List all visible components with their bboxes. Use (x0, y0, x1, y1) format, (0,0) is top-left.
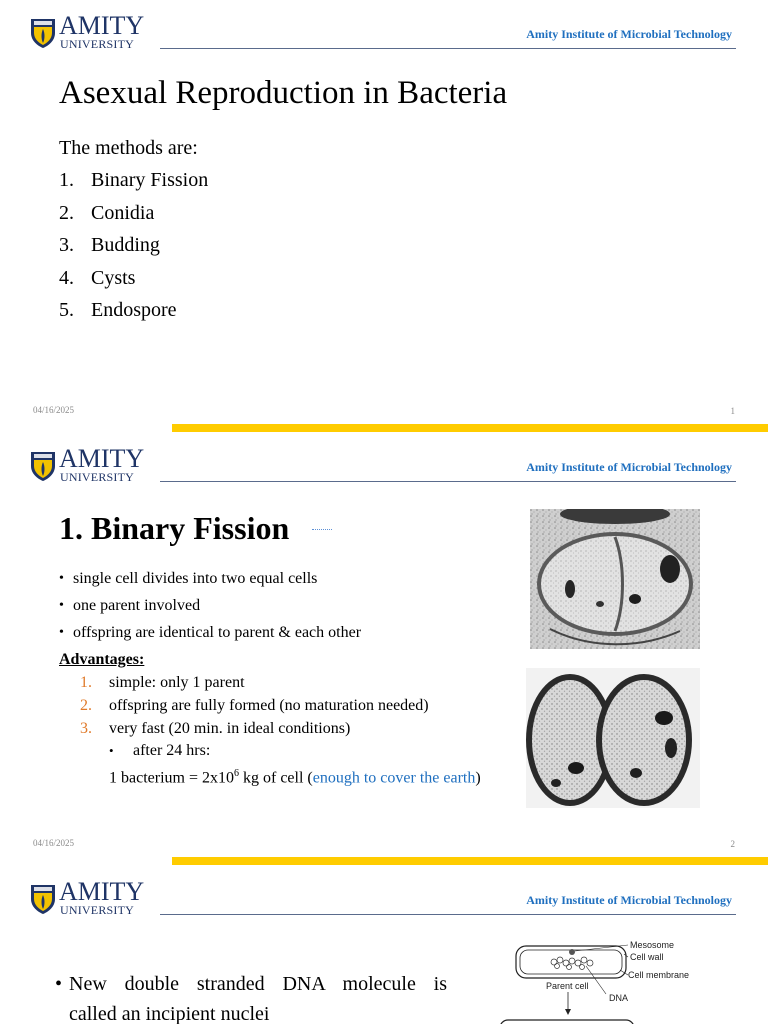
bullet-list (59, 569, 361, 650)
footer-accent-bar (172, 424, 768, 432)
logo-title: AMITY (59, 11, 145, 40)
list-number: 2. (80, 697, 92, 714)
label-mesosome: Mesosome (630, 940, 675, 950)
list-item (80, 719, 429, 742)
list-number: 3. (59, 234, 74, 256)
logo-subtitle: UNIVERSITY (60, 903, 134, 917)
slide-2 (0, 433, 768, 866)
cell-division-diagram (496, 936, 706, 1024)
label-cell-wall: Cell wall (630, 952, 664, 962)
list-item (59, 233, 208, 266)
list-label: very fast (20 min. in ideal conditions) (109, 720, 351, 737)
bullet-line-2: called an incipient nuclei (69, 1003, 270, 1024)
arrow-head-icon (565, 1009, 571, 1015)
institute-name: Amity Institute of Microbial Technology (526, 893, 732, 907)
logo-subtitle: UNIVERSITY (60, 37, 134, 51)
bullet-icon: • (59, 571, 64, 586)
dna-cluster (551, 957, 593, 970)
list-item (59, 168, 208, 201)
slide-title: Asexual Reproduction in Bacteria (59, 75, 508, 111)
amity-logo (30, 877, 145, 917)
institute-name: Amity Institute of Microbial Technology (526, 460, 732, 474)
advantages-list (80, 673, 429, 742)
growth-formula (109, 764, 481, 788)
micrograph-image (526, 668, 700, 808)
sub-bullet-text: after 24 hrs: (133, 742, 211, 759)
logo-title: AMITY (59, 444, 145, 473)
logo-subtitle: UNIVERSITY (60, 470, 134, 484)
sub-bullet (109, 741, 210, 761)
micrograph-image (530, 509, 700, 649)
header-divider (160, 914, 736, 915)
list-label: Endospore (91, 299, 177, 321)
list-number: 4. (59, 266, 74, 289)
slide-title: 1. Binary Fission (59, 510, 290, 546)
list-item (59, 623, 361, 650)
bullet-icon: • (59, 625, 64, 640)
amity-shield-icon (30, 17, 56, 49)
list-item (59, 201, 208, 234)
footer-date: 04/16/2025 (33, 838, 75, 848)
binary-fission-micrograph-top (530, 509, 700, 649)
page-number: 2 (730, 839, 735, 849)
bullet-icon: • (55, 973, 63, 995)
slide-3 (0, 866, 768, 1024)
institute-name: Amity Institute of Microbial Technology (526, 27, 732, 41)
binary-fission-micrograph-bottom (526, 668, 700, 808)
bullet-icon: • (59, 598, 64, 613)
list-item (59, 298, 208, 331)
label-cell-membrane: Cell membrane (628, 970, 690, 980)
list-label: Conidia (91, 201, 155, 224)
formula-middle: kg of cell ( (239, 769, 313, 787)
list-number: 1. (59, 169, 74, 191)
label-dna: DNA (609, 993, 629, 1003)
list-number: 3. (80, 720, 92, 737)
bullet-icon: • (109, 743, 114, 758)
amity-shield-icon (30, 883, 56, 915)
logo-title: AMITY (59, 877, 145, 906)
list-label: Binary Fission (91, 169, 209, 191)
dna-bullet (55, 969, 447, 1024)
header-divider (160, 481, 736, 482)
footer-accent-bar (172, 857, 768, 865)
title-dotted-line (312, 529, 332, 530)
advantages-heading: Advantages: (59, 651, 145, 668)
label-parent-cell: Parent cell (546, 981, 589, 991)
footer-date: 04/16/2025 (33, 405, 75, 415)
page-number: 1 (730, 406, 735, 416)
list-label: offspring are fully formed (no maturation needed) (109, 697, 429, 714)
bullet-line-1: New double stranded DNA molecule is (69, 973, 447, 995)
slide-1 (0, 0, 768, 433)
formula-highlight: enough to cover the earth (312, 769, 476, 787)
list-number: 2. (59, 201, 74, 224)
amity-logo (30, 11, 145, 51)
list-label: Cysts (91, 266, 136, 289)
amity-logo (30, 444, 145, 484)
list-item (80, 696, 429, 719)
bullet-text: single cell divides into two equal cells (73, 570, 318, 587)
list-number: 1. (80, 674, 92, 691)
amity-shield-icon (30, 450, 56, 482)
list-item (59, 569, 361, 596)
methods-list (59, 168, 208, 331)
formula-exponent: 6 (234, 768, 239, 779)
header-divider (160, 48, 736, 49)
formula-end: ) (475, 769, 481, 787)
list-item (59, 266, 208, 299)
list-label: Budding (91, 234, 160, 256)
daughter-cell-outline (500, 1020, 634, 1024)
list-label: simple: only 1 parent (109, 674, 245, 691)
bullet-text: one parent involved (73, 597, 201, 614)
list-item (59, 596, 361, 623)
list-item (80, 673, 429, 696)
bullet-text: offspring are identical to parent & each other (73, 624, 362, 641)
list-number: 5. (59, 299, 74, 321)
intro-text: The methods are: (59, 137, 198, 159)
mesosome-dot (569, 949, 575, 955)
formula-start: 1 bacterium = 2x10 (109, 769, 234, 787)
